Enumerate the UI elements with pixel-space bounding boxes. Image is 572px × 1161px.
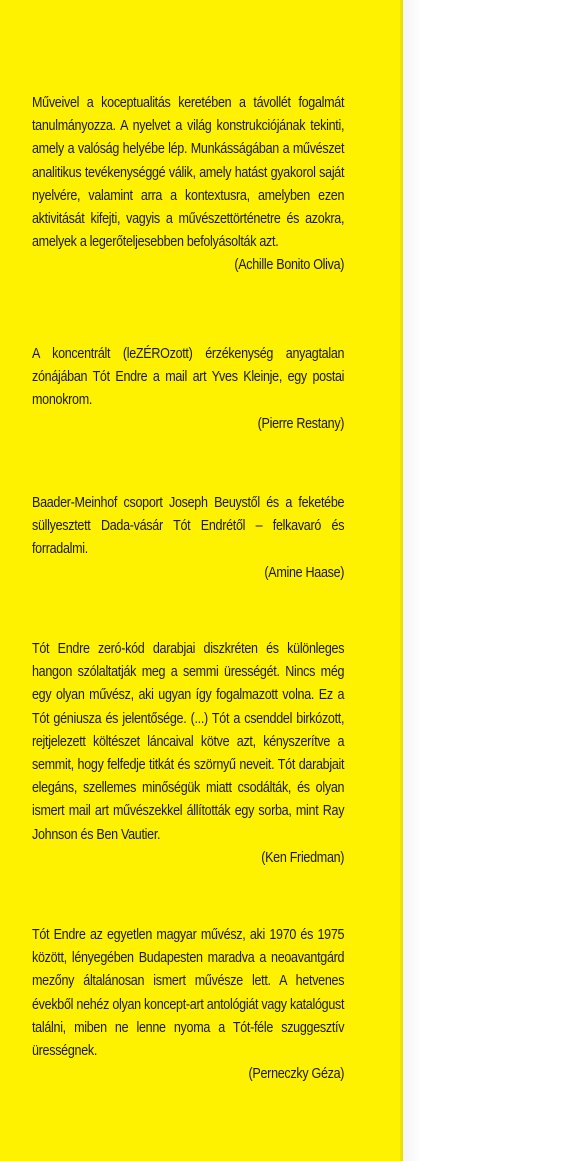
- quote-block: [32, 638, 344, 870]
- quote-text: A koncentrált (leZÉROzott) érzékenység anyagtalan zónájában Tót Endre a mail art Yves Kleinje, egy postai monokrom.: [32, 346, 345, 409]
- quote-text: Tót Endre zeró-kód darabjai diszkréten és különleges hangon szólaltatják meg a semmi ürességét. Nincs még egy olyan művész, aki ugyan így fogalmazott volna. Ez a Tót géniusza és jelentősége. (...) Tót a csenddel birkózott, rejtjelezett költészet láncaival kötve azt, kényszerítve a semmit, hogy felfedje titkát és szörnyű neveit. Tót darabjait elegáns, szellemes minőségük miatt csodálták, és olyan ismert mail art művészekkel állították egy sorba, mint Ray Johnson és Ben Vautier.: [32, 641, 345, 843]
- quote-author: (Ken Friedman): [261, 849, 345, 866]
- quote-block: [32, 343, 344, 436]
- quote-author: (Achille Bonito Oliva): [234, 257, 345, 274]
- quote-author: (Amine Haase): [264, 564, 345, 581]
- quote-block: [32, 92, 344, 278]
- quote-author: (Pierre Restany): [257, 415, 345, 432]
- quote-text: Tót Endre az egyetlen magyar művész, aki 1970 és 1975 között, lényegében Budapesten maradva a neoavantgárd mezőny általánosan ismert művésze lett. A hetvenes évekből nehéz olyan koncept-art antológiát vagy katalógust találni, miben ne lenne nyoma a Tót-féle szuggesztív ürességnek.: [32, 927, 345, 1060]
- quote-author: (Perneczky Géza): [248, 1066, 345, 1083]
- quote-text: Baader-Meinhof csoport Joseph Beuystől és a feketébe süllyesztett Dada-vásár Tót Endrétől – felkavaró és forradalmi.: [32, 495, 345, 558]
- page-background: [403, 0, 572, 1161]
- quote-text: Műveivel a koceptualitás keretében a távollét fogalmát tanulmányozza. A nyelvet a világ konstrukciójának tekinti, amely a valóság helyébe lép. Munkásságában a művészet analitikus tevékenységgé válik, amely hatást gyakorol saját nyelvére, valamint arra a kontextusra, amelyben ezen aktivitását kifejti, vagyis a művészettörténetre és azokra, amelyek a legerőteljesebben befolyásolták azt.: [32, 95, 345, 251]
- quote-block: [32, 492, 344, 585]
- quote-block: [32, 924, 344, 1086]
